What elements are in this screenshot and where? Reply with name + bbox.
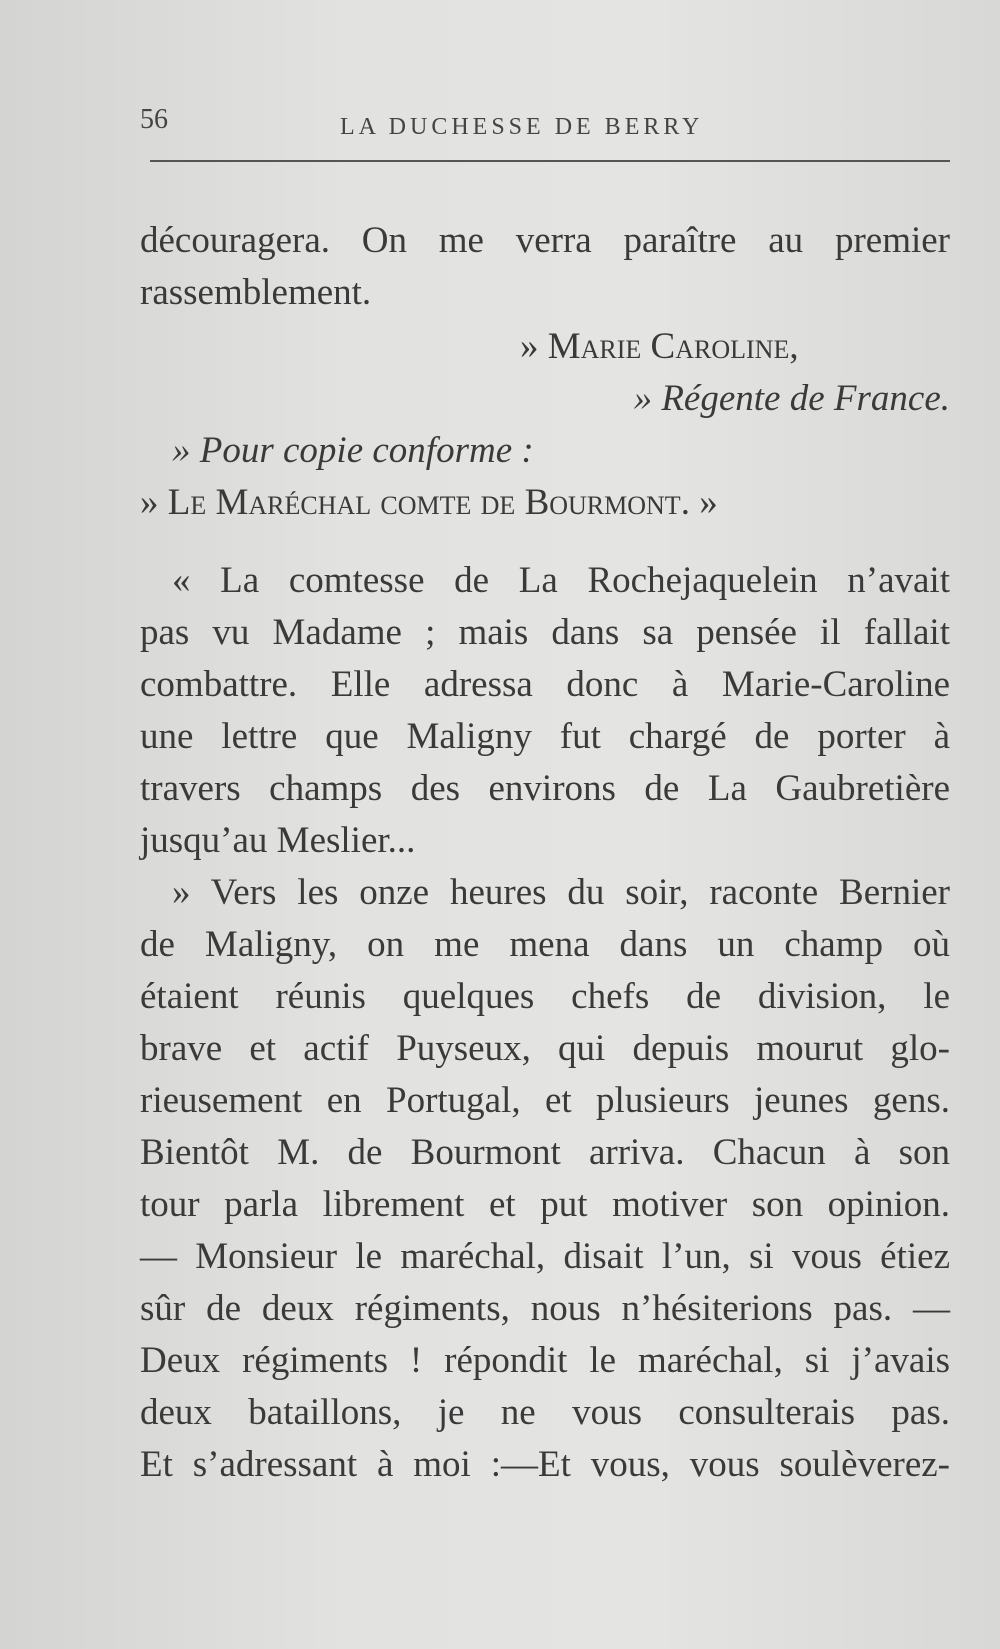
text-line: brave et actif Puyseux, qui depuis mourut glo- — [140, 1028, 950, 1069]
copy-line: » Pour copie conforme : — [172, 430, 534, 471]
page-header — [140, 100, 950, 150]
text-line: Deux régiments ! répondit le maréchal, si j’avais — [140, 1340, 950, 1381]
text-line: rieusement en Portugal, et plusieurs jeunes gens. — [140, 1080, 950, 1121]
marshal-signature: » Le Maréchal comte de Bourmont. » — [140, 482, 718, 523]
text-line: — Monsieur le maréchal, disait l’un, si vous étiez — [140, 1236, 950, 1277]
text-line: combattre. Elle adressa donc à Marie-Caroline — [140, 664, 950, 705]
running-title: LA DUCHESSE DE BERRY — [340, 114, 704, 140]
text-line: de Maligny, on me mena dans un champ où — [140, 924, 950, 965]
page-body — [140, 215, 950, 1491]
text-line: deux bataillons, je ne vous consulterais pas. — [140, 1392, 950, 1433]
text-line: sûr de deux régiments, nous n’hésiterions pas. — — [140, 1288, 950, 1329]
text-line: » Vers les onze heures du soir, raconte Bernier — [172, 872, 950, 913]
text-line: rassemblement. — [140, 272, 372, 313]
text-line: Bientôt M. de Bourmont arriva. Chacun à son — [140, 1132, 950, 1173]
text-line: jusqu’au Meslier... — [140, 820, 416, 861]
text-line: découragera. On me verra paraître au premier — [140, 220, 950, 261]
text-line: tour parla librement et put motiver son opinion. — [140, 1184, 950, 1225]
text-line: pas vu Madame ; mais dans sa pensée il fallait — [140, 612, 950, 653]
text-line: étaient réunis quelques chefs de division, le — [140, 976, 950, 1017]
signature-title: » Régente de France. — [633, 378, 950, 419]
text-line: Et s’adressant à moi :—Et vous, vous soulèverez- — [140, 1444, 950, 1485]
text-line: une lettre que Maligny fut chargé de porter à — [140, 716, 950, 757]
signature-name: » Marie Caroline, — [520, 326, 799, 367]
text-line: travers champs des environs de La Gaubretière — [140, 768, 950, 809]
page-number: 56 — [140, 104, 168, 135]
header-rule — [150, 160, 950, 162]
text-line: « La comtesse de La Rochejaquelein n’avait — [172, 560, 950, 601]
paragraph-gap — [140, 529, 950, 555]
